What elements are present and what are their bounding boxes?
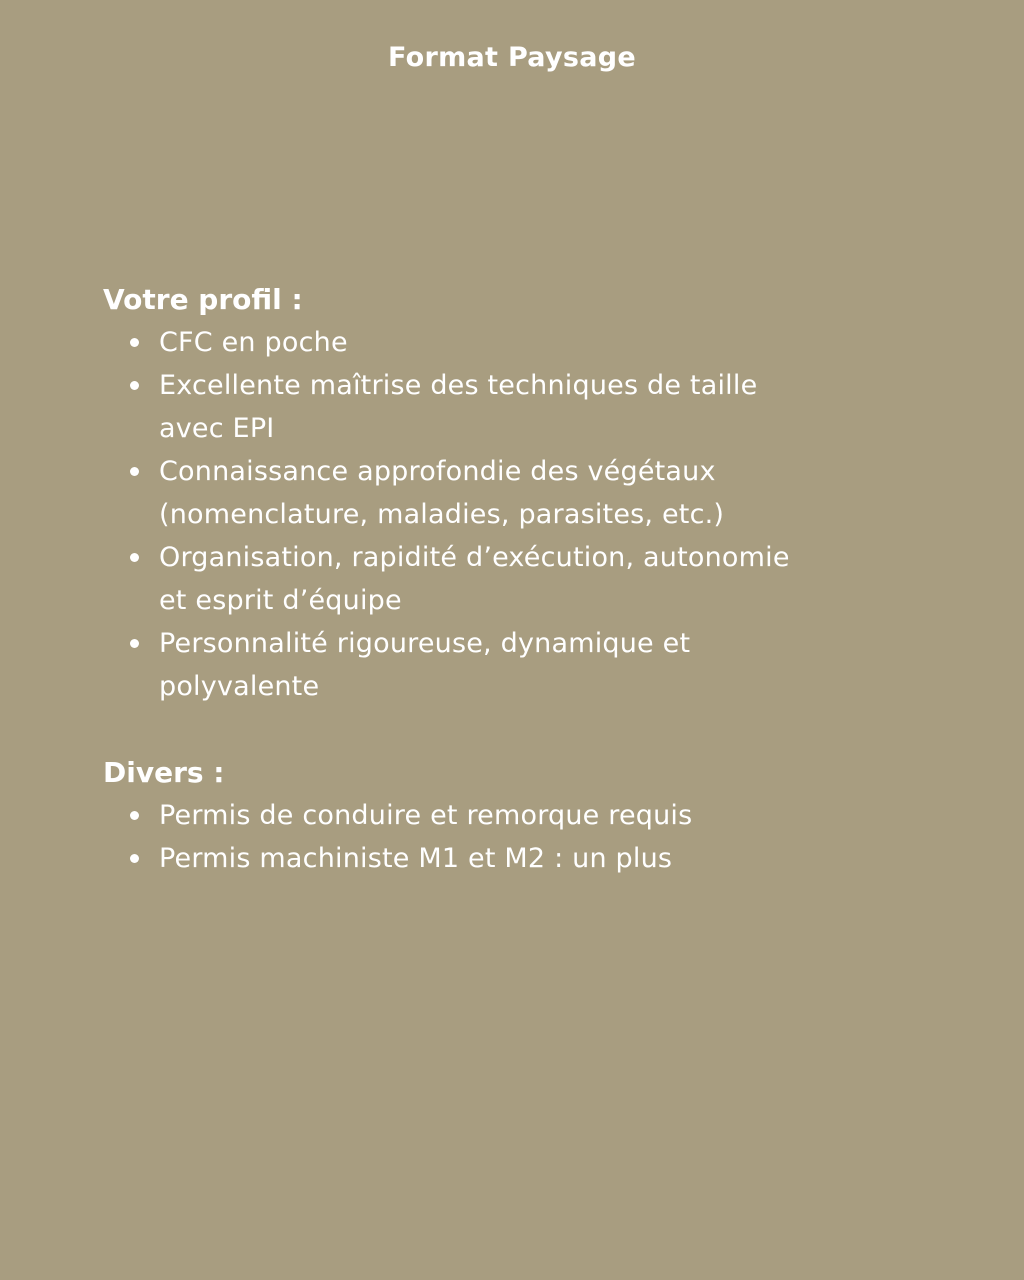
list-item-text: Permis machiniste M1 et M2 : un plus bbox=[159, 843, 673, 874]
list-item-text: Connaissance approfondie des végétaux bbox=[159, 456, 716, 487]
list-item-text: Excellente maîtrise des techniques de taille bbox=[159, 370, 758, 401]
list-item-text: Permis de conduire et remorque requis bbox=[159, 800, 693, 831]
list-item-text: CFC en poche bbox=[159, 327, 348, 358]
profile-heading: Votre profil : bbox=[103, 283, 303, 316]
list-item bbox=[103, 794, 963, 837]
bullet-icon bbox=[130, 467, 139, 476]
list-item-text: Organisation, rapidité d’exécution, autonomie bbox=[159, 542, 790, 573]
job-requirements bbox=[103, 278, 963, 880]
bullet-icon bbox=[130, 811, 139, 820]
profile-list bbox=[103, 321, 963, 708]
list-item bbox=[103, 622, 963, 708]
list-item bbox=[103, 837, 963, 880]
list-item-text-continued: avec EPI bbox=[159, 413, 275, 444]
list-item bbox=[103, 536, 963, 622]
section-spacer bbox=[103, 708, 963, 751]
misc-list bbox=[103, 794, 963, 880]
bullet-icon bbox=[130, 854, 139, 863]
list-item bbox=[103, 450, 963, 536]
brand-title: Format Paysage bbox=[387, 42, 637, 73]
list-item bbox=[103, 364, 963, 450]
list-item-text-continued: et esprit d’équipe bbox=[159, 585, 402, 616]
bullet-icon bbox=[130, 553, 139, 562]
misc-heading: Divers : bbox=[103, 756, 225, 789]
list-item bbox=[103, 321, 963, 364]
list-item-text-continued: (nomenclature, maladies, parasites, etc.) bbox=[159, 499, 725, 530]
bullet-icon bbox=[130, 639, 139, 648]
list-item-text: Personnalité rigoureuse, dynamique et bbox=[159, 628, 691, 659]
bullet-icon bbox=[130, 338, 139, 347]
list-item-text-continued: polyvalente bbox=[159, 671, 320, 702]
bullet-icon bbox=[130, 381, 139, 390]
